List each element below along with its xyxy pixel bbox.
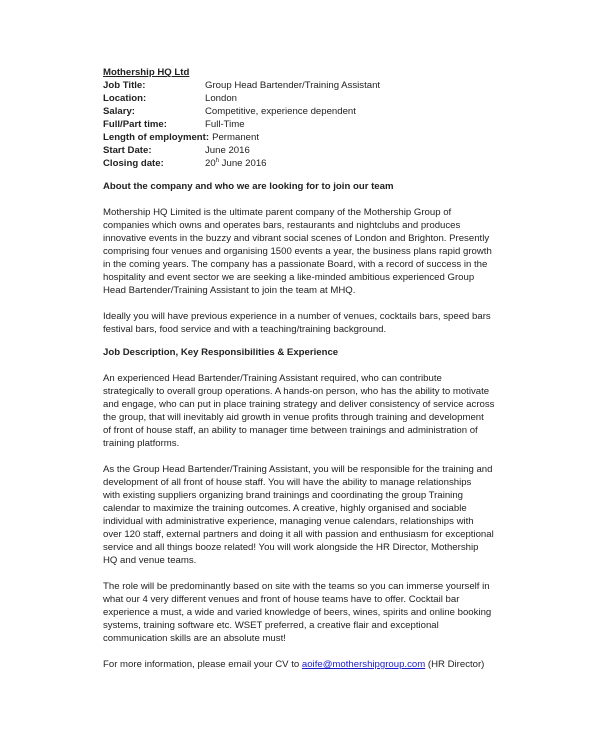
detail-label: Length of employment: (103, 132, 210, 143)
paragraph-line: HQ and venue teams. (103, 555, 197, 566)
paragraph-line: systems, training software etc. WSET preferred, a creative flair and exceptional (103, 620, 439, 631)
paragraph-line: companies which owns and operates bars, restaurants and nightclubs and produces (103, 220, 461, 231)
paragraph-ideal (103, 310, 523, 336)
paragraph-line: An experienced Head Bartender/Training Assistant required, who can contribute (103, 373, 442, 384)
contact-line (103, 658, 523, 671)
paragraph-line: Head Bartender/Training Assistant to join the team at MHQ. (103, 285, 356, 296)
detail-value: London (205, 93, 238, 104)
detail-label: Job Title: (103, 80, 146, 91)
detail-full-part-time (103, 118, 523, 131)
contact-prefix: For more information, please email your CV to (103, 659, 302, 670)
paragraph-line: and engage, who can put in place training strategy and deliver consistency of service across (103, 399, 495, 410)
paragraph-line: the group, that will inevitably aid growth in venue profits through training and development (103, 412, 484, 423)
detail-length (103, 131, 523, 144)
detail-label: Start Date: (103, 145, 152, 156)
paragraph-line: comprising four venues and organising 1500 events a year, the business plans rapid growth (103, 246, 492, 257)
paragraph-job-1 (103, 372, 523, 450)
closing-day-suffix: h (215, 157, 220, 164)
paragraph-line: service and all things booze related! You will work alongside the HR Director, Mothership (103, 542, 479, 553)
detail-value (205, 157, 267, 170)
paragraph-line: what our 4 very different venues and front of house teams have to offer. Cocktail bar (103, 594, 460, 605)
email-link[interactable]: aoife@mothershipgroup.com (301, 659, 426, 670)
paragraph-line: of front of house staff, an ability to manager time between trainings and administration of (103, 425, 478, 436)
paragraph-line: festival bars, food service and with a teaching/training background. (103, 324, 387, 335)
detail-label: Salary: (103, 106, 135, 117)
paragraph-line: innovative events in the buzzy and vibrant social scenes of London and Brighton. Presently (103, 233, 490, 244)
contact-suffix: (HR Director) (425, 659, 485, 670)
detail-value: Permanent (212, 132, 259, 143)
paragraph-line: Mothership HQ Limited is the ultimate parent company of the Mothership Group of (103, 207, 452, 218)
paragraph-line: in the coming years. The company has a passionate Board, with a record of success in the (103, 259, 488, 270)
paragraph-line: communication skills are an absolute must! (103, 633, 286, 644)
job-posting-document (103, 66, 523, 671)
detail-job-title (103, 79, 523, 92)
paragraph-line: calendar to maximize the training outcomes. A creative, highly organised and sociable (103, 503, 467, 514)
paragraph-line: development of all front of house staff. You will have the ability to manage relationships (103, 477, 472, 488)
detail-value: Full-Time (205, 119, 245, 130)
detail-label: Location: (103, 93, 147, 104)
detail-start-date (103, 144, 523, 157)
paragraph-line: experience a must, a wide and varied knowledge of beers, wines, spirits and online booking (103, 607, 492, 618)
paragraph-line: Ideally you will have previous experience in a number of venues, cocktails bars, speed bars (103, 311, 491, 322)
job-details (103, 79, 523, 170)
paragraph-line: The role will be predominantly based on site with the teams so you can immerse yourself in (103, 581, 490, 592)
detail-closing-date (103, 157, 523, 170)
detail-value: Competitive, experience dependent (205, 106, 356, 117)
paragraph-job-2 (103, 463, 523, 567)
closing-month-year: June 2016 (219, 158, 267, 169)
paragraph-line: hospitality and event sector we are seeking a like-minded ambitious experienced Group (103, 272, 475, 283)
paragraph-line: with existing suppliers organizing brand trainings and coordinating the group Training (103, 490, 463, 501)
detail-label: Full/Part time: (103, 119, 167, 130)
detail-value: Group Head Bartender/Training Assistant (205, 80, 381, 91)
paragraph-line: As the Group Head Bartender/Training Assistant, you will be responsible for the training and (103, 464, 493, 475)
paragraph-line: strategically to overall group operations. A hands-on person, who has the ability to motivate (103, 386, 490, 397)
company-name: Mothership HQ Ltd (103, 67, 190, 78)
detail-label: Closing date: (103, 158, 164, 169)
closing-day: 20 (205, 158, 216, 169)
detail-location (103, 92, 523, 105)
paragraph-line: individual with administrative experience, managing venue calendars, relationships with (103, 516, 474, 527)
paragraph-job-3 (103, 580, 523, 645)
paragraph-line: training platforms. (103, 438, 180, 449)
paragraph-line: over 120 staff, external partners and doing it all with passion and enthusiasm for exceptional (103, 529, 494, 540)
heading-job-description: Job Description, Key Responsibilities & Experience (103, 347, 339, 358)
detail-salary (103, 105, 523, 118)
detail-value: June 2016 (205, 145, 250, 156)
heading-about: About the company and who we are looking for to join our team (103, 181, 394, 192)
paragraph-about (103, 206, 523, 297)
